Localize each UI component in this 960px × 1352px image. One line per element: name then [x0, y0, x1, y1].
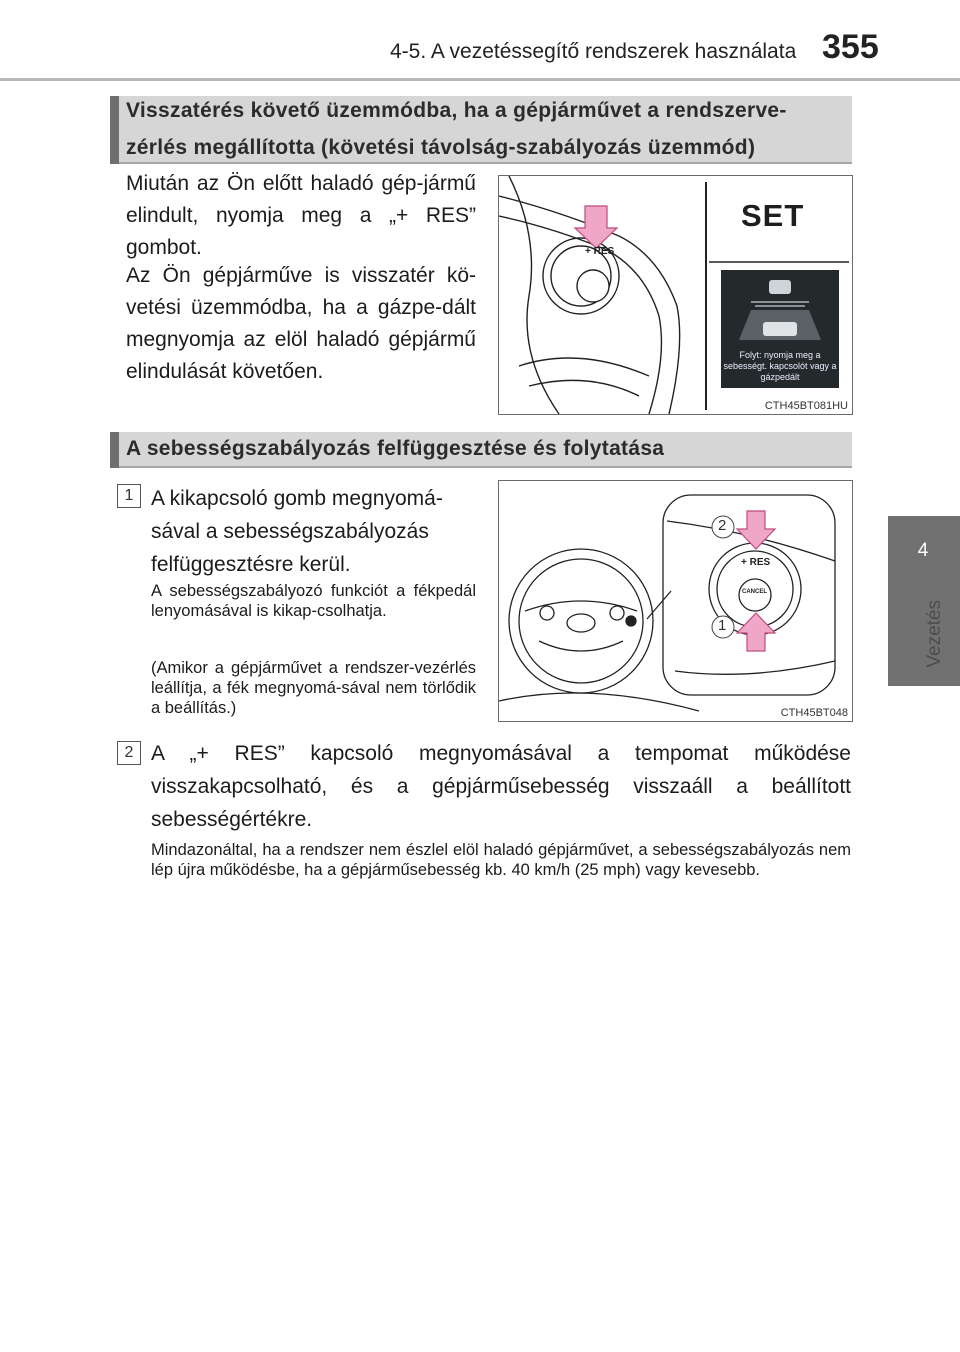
- explanation-paragraph: Az Ön gépjárműve is visszatér kö-vetési üzemmódba, ha a gázpe-dált megnyomja az elöl haladó gépjármű elindulását követően.: [126, 264, 476, 383]
- cancel-button-label: CANCEL: [742, 589, 767, 595]
- figure-cancel-res-switch: [498, 480, 853, 722]
- step-2-note: Mindazonáltal, ha a rendszer nem észlel elöl haladó gépjárművet, a sebességszabályozás nem lép újra működésbe, ha a gépjárműsebesség kb. 40 km/h (25 mph) vagy kevesebb.: [151, 841, 851, 879]
- step-2-text: A „+ RES” kapcsoló megnyomásával a tempomat működése visszakapcsolható, és a gépjárműsebesség visszaáll a beállított sebességértékre.: [151, 742, 851, 831]
- display-message: Folyt: nyomja meg a sebességt. kapcsolót vagy a gázpedált: [723, 350, 837, 382]
- res-button-label: + RES: [585, 246, 615, 257]
- section-heading-suspend-resume: [110, 432, 852, 468]
- page-number: 355: [822, 28, 879, 66]
- step-1-note: A sebességszabályozó funkciót a fékpedál lenyomásával is kikap-csolhatja.: [151, 582, 476, 620]
- step-marker-1: 1: [117, 484, 141, 508]
- multi-info-display: [721, 270, 839, 388]
- callout-2: 2: [718, 517, 727, 534]
- instruction-paragraph: Miután az Ön előtt haladó gép-jármű elindult, nyomja meg a „+ RES” gombot.: [126, 172, 476, 259]
- section-heading-follow-mode: [110, 96, 852, 164]
- step-1-text: A kikapcsoló gomb megnyomá-sával a sebességszabályozás felfüggesztésre kerül.: [151, 487, 443, 576]
- section-heading-text: Visszatérés követő üzemmódba, ha a gépjárművet a rendszerve-zérlés megállította (követési távolság-szabályozás üzemmód): [126, 99, 787, 159]
- step-1-note-parenthetical: (Amikor a gépjárművet a rendszer-vezérlés leállítja, a fék megnyomá-sával nem törlődik a beállítás.): [151, 659, 476, 717]
- steering-wheel-illustration: [499, 481, 852, 721]
- figure-code: CTH45BT048: [780, 707, 848, 719]
- res-button-label: + RES: [741, 557, 771, 568]
- header-rule: [0, 78, 960, 81]
- running-header: 4-5. A vezetéssegítő rendszerek használata: [390, 40, 797, 63]
- chapter-tab-number: 4: [917, 540, 929, 561]
- following-vehicles-icon: [721, 270, 839, 350]
- callout-1: 1: [718, 617, 727, 634]
- display-set-label: SET: [741, 198, 805, 233]
- step-marker-2: 2: [117, 741, 141, 765]
- figure-code: CTH45BT081HU: [764, 400, 848, 412]
- chapter-tab-label: Vezetés: [924, 600, 945, 668]
- figure-res-switch-display: [498, 175, 853, 415]
- section-heading-text: A sebességszabályozás felfüggesztése és folytatása: [126, 437, 665, 460]
